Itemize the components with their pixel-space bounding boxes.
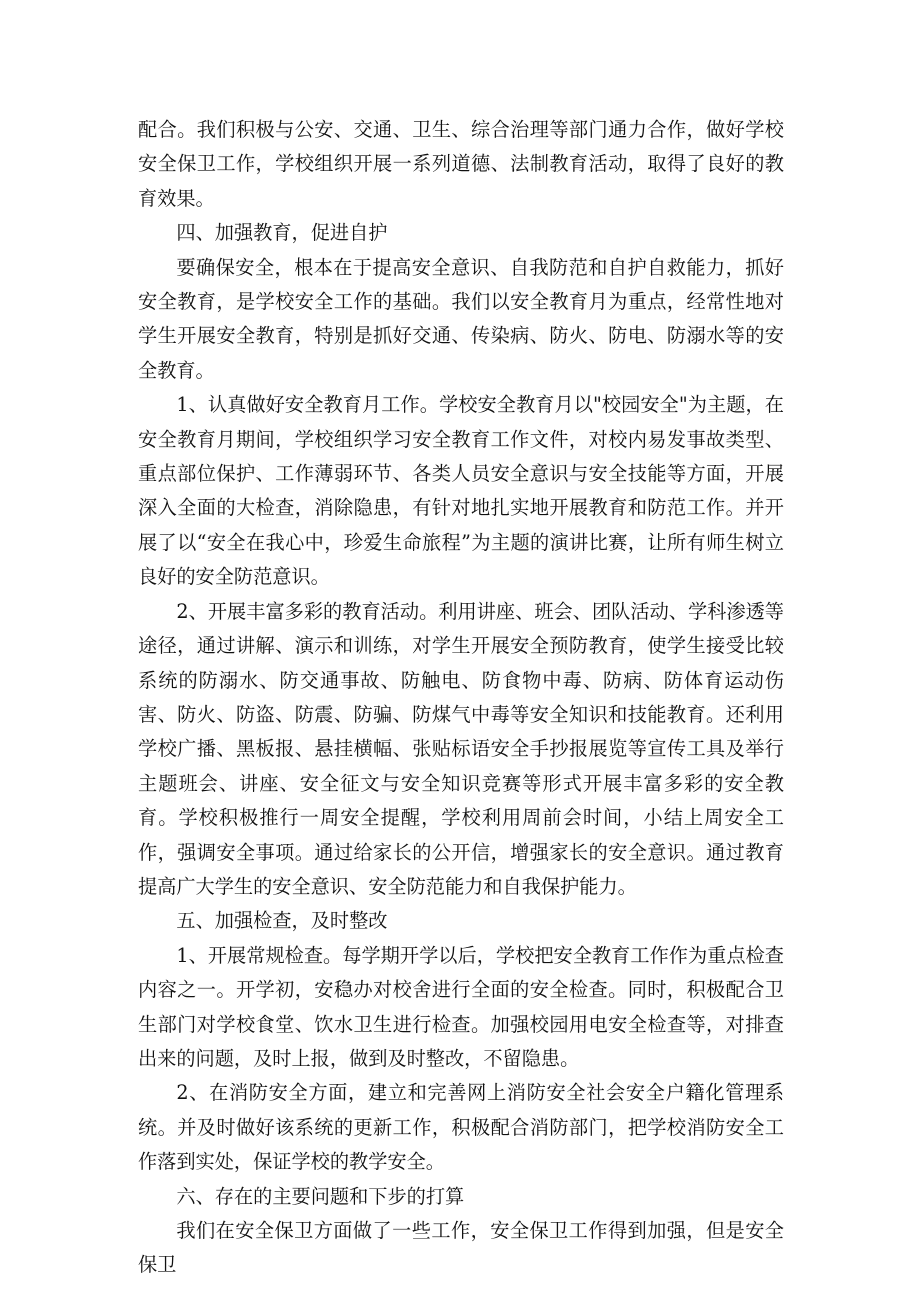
section-heading-4: 四、加强教育，促进自护 <box>176 221 388 245</box>
paragraph-problems-plans: 我们在安全保卫方面做了一些工作，安全保卫工作得到加强，但是安全保卫 <box>138 1219 784 1277</box>
paragraph-fire-safety: 2、在消防安全方面，建立和完善网上消防安全社会安全户籍化管理系统。并及时做好该系统的更新工作，积极配合消防部门，把学校消防安全工作落到实处，保证学校的教学安全。 <box>138 1081 784 1174</box>
paragraph-safety-month: 1、认真做好安全教育月工作。学校安全教育月以"校园安全"为主题，在安全教育月期间，学校组织学习安全教育工作文件，对校内易发事故类型、重点部位保护、工作薄弱环节、各类人员安全意识与安全技能等方面，开展深入全面的大检查，消除隐患，有针对地扎实地开展教育和防范工作。并开展了以“安全在我心中，珍爱生命旅程”为主题的演讲比赛，让所有师生树立良好的安全防范意识。 <box>138 393 784 589</box>
document-body <box>138 113 784 1283</box>
paragraph-routine-inspection: 1、开展常规检查。每学期开学以后，学校把安全教育工作作为重点检查内容之一。开学初，安稳办对校舍进行全面的安全检查。同时，积极配合卫生部门对学校食堂、饮水卫生进行检查。加强校园用电安全检查等，对排查出来的问题，及时上报，做到及时整改，不留隐患。 <box>138 943 784 1070</box>
paragraph-safety-foundation: 要确保安全，根本在于提高安全意识、自我防范和自护自救能力，抓好安全教育，是学校安全工作的基础。我们以安全教育月为重点，经常性地对学生开展安全教育，特别是抓好交通、传染病、防火、防电、防溺水等的安全教育。 <box>138 255 784 382</box>
paragraph-intro-cooperation: 配合。我们积极与公安、交通、卫生、综合治理等部门通力合作，做好学校安全保卫工作，学校组织开展一系列道德、法制教育活动，取得了良好的教育效果。 <box>138 118 784 210</box>
section-heading-6: 六、存在的主要问题和下步的打算 <box>176 1184 465 1208</box>
section-heading-5: 五、加强检查，及时整改 <box>176 909 388 933</box>
paragraph-education-activities: 2、开展丰富多彩的教育活动。利用讲座、班会、团队活动、学科渗透等途径，通过讲解、演示和训练，对学生开展安全预防教育，使学生接受比较系统的防溺水、防交通事故、防触电、防食物中毒、防病、防体育运动伤害、防火、防盗、防震、防骗、防煤气中毒等安全知识和技能教育。还利用学校广播、黑板报、悬挂横幅、张贴标语安全手抄报展览等宣传工具及举行主题班会、讲座、安全征文与安全知识竞赛等形式开展丰富多彩的安全教育。学校积极推行一周安全提醒，学校利用周前会时间，小结上周安全工作，强调安全事项。通过给家长的公开信，增强家长的安全意识。通过教育提高广大学生的安全意识、安全防范能力和自我保护能力。 <box>138 599 784 898</box>
